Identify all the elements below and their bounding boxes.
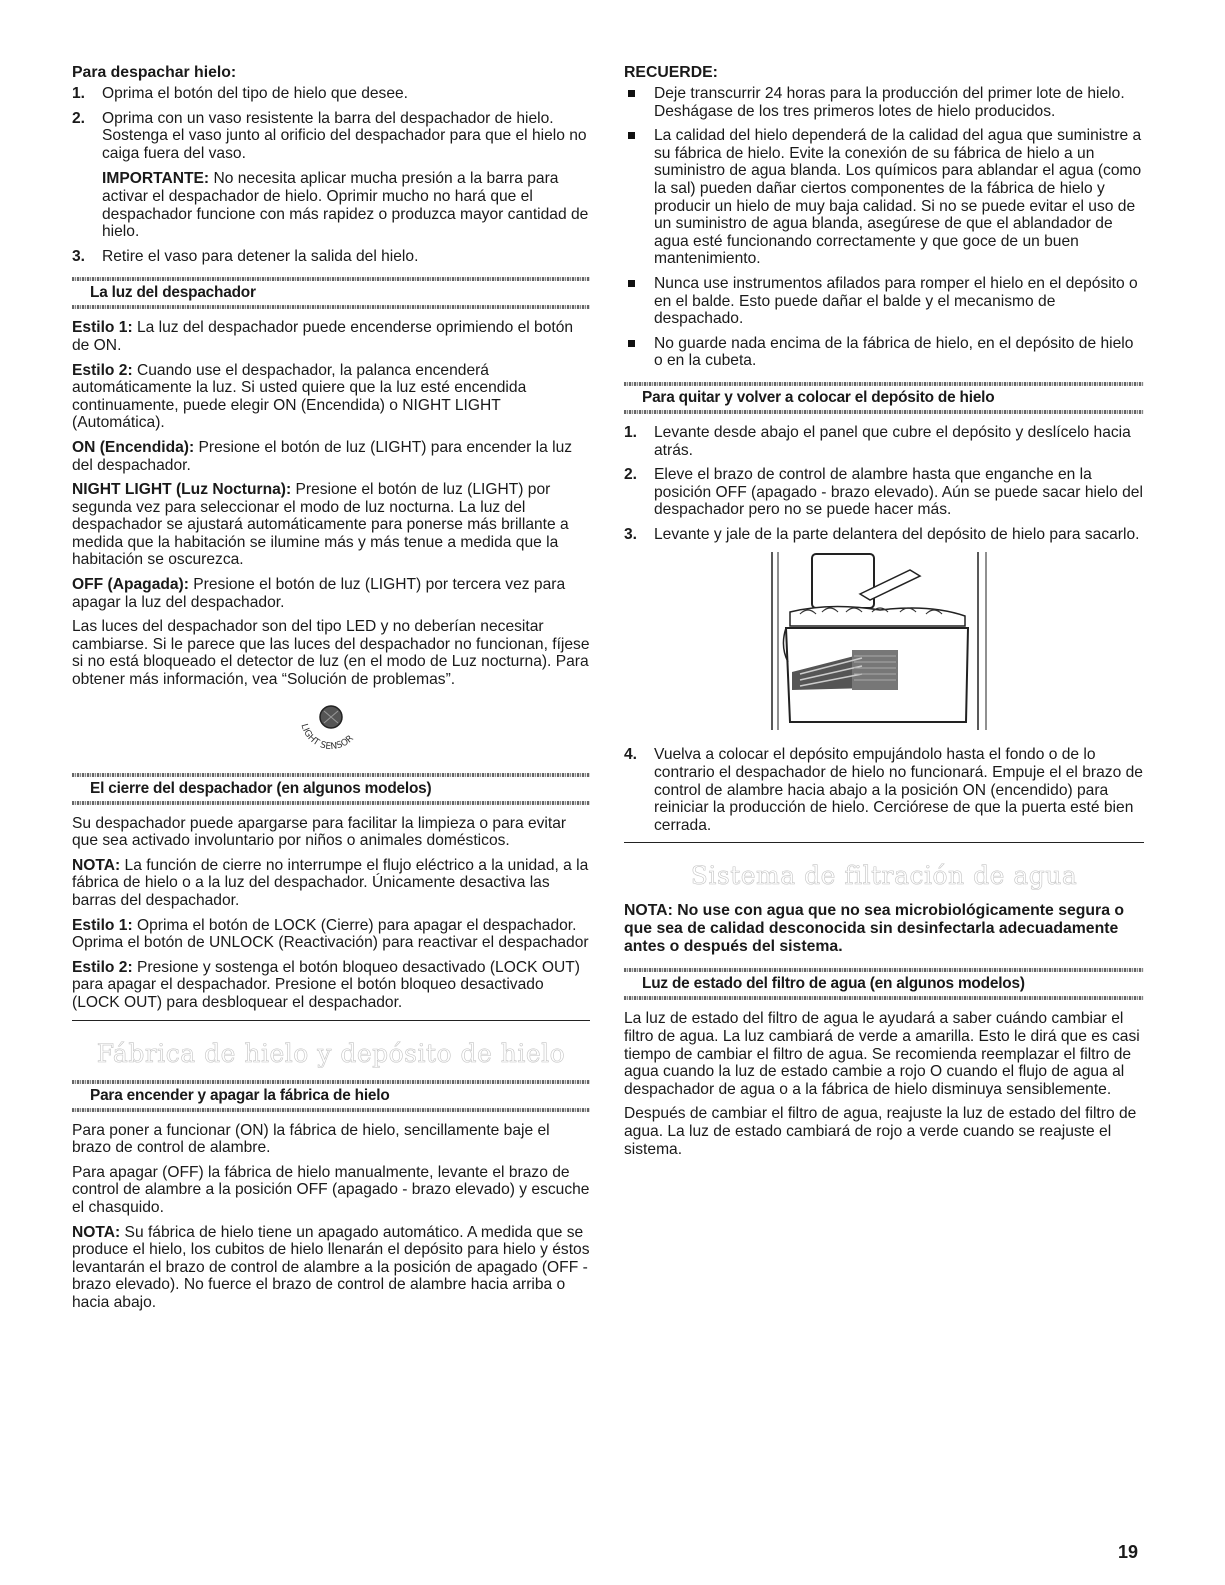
para-text: Su fábrica de hielo tiene un apagado automático. A medida que se produce el hielo, los cubitos de hielo llenarán el depósito para hielo y éstos levantarán el brazo de control de alambre a la posición de apagado (OFF - brazo elevado). No fuerce el brazo de control de alambre hacia arriba o hacia abajo.	[72, 1223, 590, 1311]
list-item	[72, 110, 590, 241]
paragraph: Después de cambiar el filtro de agua, reajuste la luz de estado del filtro de agua. La luz de estado cambiará de rojo a verde cuando se reajuste el sistema.	[624, 1105, 1137, 1158]
list-item	[624, 127, 1144, 268]
para-text: Presione y sostenga el botón bloqueo desactivado (LOCK OUT) para apagar el despachador. Presione el botón bloqueo desactivado (LOCK OUT) para desbloquear el despachador.	[72, 958, 580, 1011]
bullet-text: La calidad del hielo dependerá de la calidad del agua que suministre a su fábrica de hielo. Evite la conexión de su fábrica de hielo a un suministro de agua blanda. Los químicos para ablandar el agua (como la sal) pueden dañar ciertos componentes de la fábrica de hielo y producir un hielo de muy baja calidad. Si no se puede evitar el uso de un suministro de agua blanda, asegúrese de que el ablandador de agua esté funcionando correctamente y que goce de un buen mantenimiento.	[654, 127, 1142, 268]
bullet-text: Deje transcurrir 24 horas para la producción del primer lote de hielo. Deshágase de los tres primeros lotes de hielo producidos.	[654, 85, 1125, 120]
paragraph	[72, 857, 590, 910]
para-text: Presione el botón de luz (LIGHT) para encender la luz del despachador.	[72, 438, 573, 474]
list-item	[624, 335, 1144, 370]
important-text: No necesita aplicar mucha presión a la barra para activar el despachador de hielo. Oprimir mucho no hará que el despachador funcione con más rapidez o produzca mayor cantidad de hielo.	[102, 170, 589, 241]
paragraph	[72, 439, 590, 474]
right-column	[624, 64, 1144, 1165]
step-text: Levante y jale de la parte delantera del depósito de hielo para sacarlo.	[654, 525, 1140, 543]
para-label: NIGHT LIGHT (Luz Nocturna):	[72, 481, 292, 499]
deposito-step-4	[624, 746, 1144, 834]
para-label: Estilo 1:	[72, 916, 133, 934]
bullet-text: No guarde nada encima de la fábrica de hielo, en el depósito de hielo o en la cubeta.	[654, 334, 1134, 370]
subsection-header-filtro	[624, 968, 1144, 1000]
page-number: 19	[1118, 1542, 1139, 1562]
list-item	[72, 248, 590, 266]
bullet-icon	[628, 132, 635, 139]
light-sensor-icon	[291, 699, 371, 757]
subsection-title: La luz del despachador	[90, 284, 256, 302]
para-label: Estilo 2:	[72, 361, 133, 379]
subsection-title: Para quitar y volver a colocar el depósito de hielo	[642, 388, 995, 406]
paragraph: Las luces del despachador son del tipo LED y no deberían necesitar cambiarse. Si le parece que las luces del despachador no funcionan, fíjese si no está bloqueado el detector de luz (en el modo de Luz nocturna). Para obtener más información, vea “Solución de problemas”.	[72, 618, 590, 689]
para-label: OFF (Apagada):	[72, 576, 189, 594]
section-title-filtracion: Sistema de filtración de agua	[690, 861, 1078, 891]
para-text: La función de cierre no interrumpe el flujo eléctrico a la unidad, a la fábrica de hielo o a la luz del despachador. Únicamente desactiva las barras del despachador.	[72, 856, 589, 909]
step-number: 3.	[624, 525, 638, 543]
list-item	[624, 275, 1144, 328]
list-item	[624, 526, 1144, 544]
paragraph	[72, 576, 590, 611]
para-label: Estilo 2:	[72, 958, 133, 976]
para-label: NOTA:	[72, 856, 121, 874]
para-text: Presione el botón de luz (LIGHT) por tercera vez para apagar la luz del despachador.	[72, 576, 566, 611]
step-text: Oprima con un vaso resistente la barra del despachador de hielo. Sostenga el vaso junto al orificio del despachador para que el hielo no caiga fuera del vaso.	[102, 109, 587, 162]
paragraph	[72, 319, 590, 354]
despachar-steps	[72, 85, 590, 265]
para-text: Presione el botón de luz (LIGHT) por segunda vez para seleccionar el modo de luz nocturna. La luz del despachador se ajustará automáticamente para ponerse más brillante a medida que la habitación se ilumine más y más tenue a medida que la habitación se oscurezca.	[72, 481, 569, 569]
paragraph: Para poner a funcionar (ON) la fábrica de hielo, sencillamente baje el brazo de control de alambre.	[72, 1121, 550, 1157]
filtracion-nota: NOTA: No use con agua que no sea microbiológicamente segura o que sea de calidad desconocida sin desinfectarla adecuadamente antes o después del sistema.	[624, 902, 1125, 956]
bullet-icon	[628, 280, 635, 287]
subsection-header-luz	[72, 277, 590, 309]
subsection-title: El cierre del despachador (en algunos modelos)	[90, 779, 432, 797]
list-item	[624, 424, 1144, 459]
section-divider	[624, 842, 1144, 843]
paragraph: Su despachador puede apargarse para facilitar la limpieza o para evitar que sea activado involuntario por niños o animales domésticos.	[72, 814, 567, 850]
list-item	[624, 85, 1144, 120]
important-label: IMPORTANTE:	[102, 170, 210, 188]
paragraph: La luz de estado del filtro de agua le ayudará a saber cuándo cambiar el filtro de agua. La luz cambiará de verde a amarilla. Esto le dirá que es casi tiempo de cambiar el filtro de agua. Se recomienda reemplazar el filtro de agua cuando la luz de estado cambie a rojo O cuando el flujo de agua al despachador de agua o a la fábrica de hielo disminuya sensiblemente.	[624, 1010, 1140, 1098]
step-text: Retire el vaso para detener la salida del hielo.	[102, 247, 419, 265]
subsection-header-deposito	[624, 382, 1144, 414]
left-column	[72, 64, 590, 1319]
bullet-text: Nunca use instrumentos afilados para romper el hielo en el depósito o en el balde. Esto puede dañar el balde y el mecanismo de despachado.	[654, 274, 1138, 328]
sensor-label: LIGHT SENSOR	[298, 722, 356, 752]
paragraph	[72, 481, 590, 569]
step-number: 2.	[624, 466, 638, 484]
list-item	[624, 746, 1144, 834]
list-item	[72, 85, 590, 103]
para-label: NOTA:	[72, 1223, 121, 1241]
section-divider	[72, 1020, 590, 1021]
list-item	[624, 466, 1144, 519]
subsection-header-cierre	[72, 773, 590, 805]
section-title-fabrica: Fábrica de hielo y depósito de hielo	[96, 1038, 566, 1068]
recuerde-list	[624, 85, 1144, 370]
bullet-icon	[628, 90, 635, 97]
step-text: Oprima el botón del tipo de hielo que desee.	[102, 85, 409, 102]
paragraph	[72, 917, 590, 952]
step-number: 2.	[72, 109, 86, 127]
subsection-title: Para encender y apagar la fábrica de hielo	[90, 1086, 390, 1104]
para-text: Cuando use el despachador, la palanca encenderá automáticamente la luz. Si usted quiere que la luz esté encendida continuamente, puede elegir ON (Encendida) o NIGHT LIGHT (Automática).	[72, 361, 527, 432]
step-number: 4.	[624, 746, 638, 764]
important-note	[102, 170, 590, 240]
step-text: Levante desde abajo el panel que cubre el depósito y deslícelo hacia atrás.	[654, 423, 1131, 459]
para-text: La luz del despachador puede encenderse oprimiendo el botón de ON.	[72, 319, 574, 354]
despachar-heading: Para despachar hielo:	[72, 64, 237, 81]
para-label: ON (Encendida):	[72, 438, 195, 456]
recuerde-heading: RECUERDE:	[624, 64, 718, 81]
step-number: 1.	[72, 85, 86, 102]
para-label: Estilo 1:	[72, 319, 133, 337]
bullet-icon	[628, 340, 635, 347]
paragraph	[72, 959, 590, 1012]
step-text: Eleve el brazo de control de alambre hasta que enganche en la posición OFF (apagado - brazo elevado). Aún se puede sacar hielo del despachador pero no se puede hacer más.	[654, 466, 1143, 519]
subsection-title: Luz de estado del filtro de agua (en algunos modelos)	[642, 975, 1025, 993]
ice-bin-illustration	[760, 550, 1010, 736]
step-number: 1.	[624, 423, 638, 441]
para-text: Oprima el botón de LOCK (Cierre) para apagar el despachador. Oprima el botón de UNLOCK (Reactivación) para reactivar el despachador	[72, 916, 589, 952]
paragraph	[72, 362, 590, 432]
deposito-steps	[624, 424, 1144, 544]
subsection-header-fabrica	[72, 1080, 590, 1112]
step-number: 3.	[72, 247, 86, 265]
paragraph: Para apagar (OFF) la fábrica de hielo manualmente, levante el brazo de control de alambre a la posición OFF (apagado - brazo elevado) y escuche el chasquido.	[72, 1163, 590, 1216]
step-text: Vuelva a colocar el depósito empujándolo hasta el fondo o de lo contrario el despachador de hielo no funcionará. Empuje el el brazo de control de alambre hacia abajo a la posición ON (encendido) para reiniciar la producción de hielo. Cerciórese de que la puerta esté bien cerrada.	[654, 746, 1143, 834]
paragraph	[72, 1224, 590, 1312]
